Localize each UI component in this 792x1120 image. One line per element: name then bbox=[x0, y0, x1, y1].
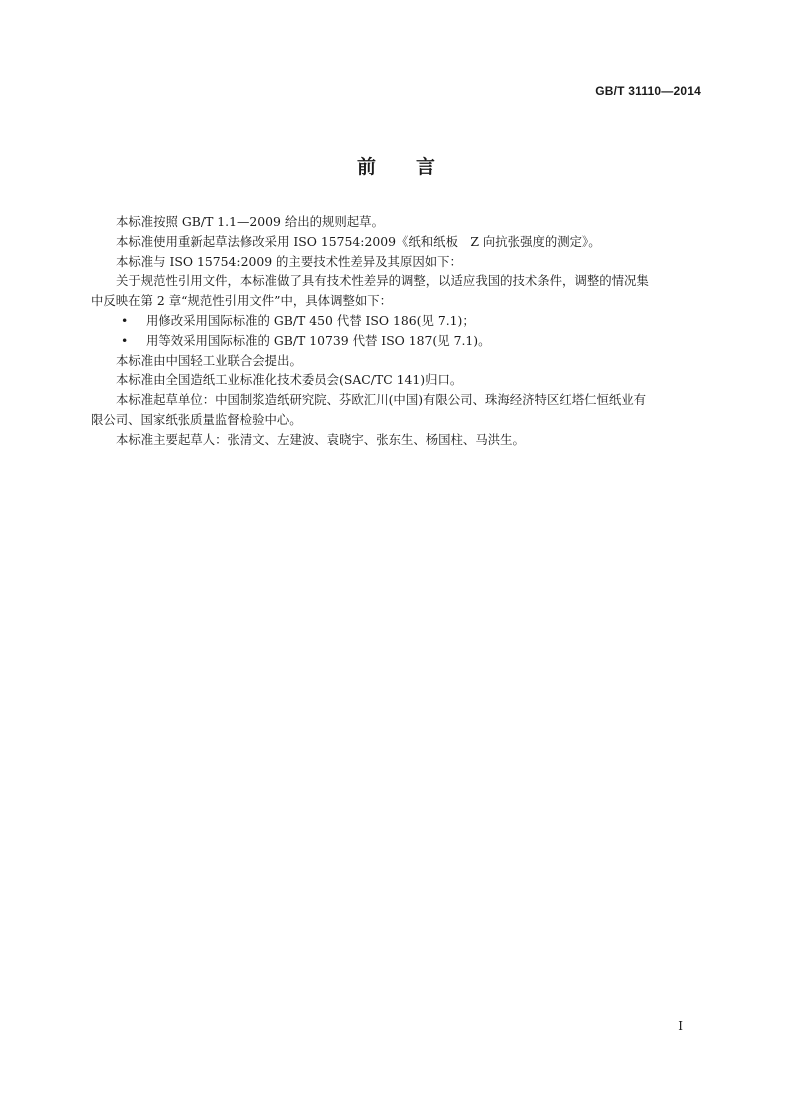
paragraph-proposer: 本标准由中国轻工业联合会提出。 bbox=[116, 352, 302, 368]
paragraph-adoption-method: 本标准使用重新起草法修改采用 ISO 15754:2009《纸和纸板 Z 向抗张强度的测定》。 bbox=[116, 233, 601, 249]
paragraph-drafting-units-line1: 本标准起草单位：中国制浆造纸研究院、芬欧汇川(中国)有限公司、珠海经济特区红塔仁恒纸业有 bbox=[116, 392, 647, 408]
bullet-icon: • bbox=[121, 332, 129, 348]
standard-number: GB/T 31110—2014 bbox=[595, 84, 701, 98]
paragraph-drafting-units-line2: 限公司、国家纸张质量监督检验中心。 bbox=[91, 411, 302, 427]
page-number: I bbox=[678, 1019, 683, 1033]
foreword-body bbox=[91, 212, 702, 450]
paragraph-technical-committee: 本标准由全国造纸工业标准化技术委员会(SAC/TC 141)归口。 bbox=[116, 372, 463, 388]
paragraph-differences-intro: 本标准与 ISO 15754:2009 的主要技术性差异及其原因如下： bbox=[116, 253, 462, 269]
paragraph-normative-references-line2: 中反映在第 2 章“规范性引用文件”中，具体调整如下： bbox=[91, 293, 393, 309]
list-item bbox=[91, 331, 702, 351]
bullet-icon: • bbox=[121, 312, 129, 328]
list-item-text: 用等效采用国际标准的 GB/T 10739 代替 ISO 187(见 7.1)。 bbox=[146, 332, 491, 348]
list-item bbox=[91, 311, 702, 331]
list-item-text: 用修改采用国际标准的 GB/T 450 代替 ISO 186(见 7.1)； bbox=[146, 312, 475, 328]
paragraph-main-drafters: 本标准主要起草人：张清文、左建波、袁晓宇、张东生、杨国柱、马洪生。 bbox=[116, 431, 525, 447]
paragraph-drafting-rules: 本标准按照 GB/T 1.1—2009 给出的规则起草。 bbox=[116, 214, 384, 229]
page-title: 前言 bbox=[356, 156, 475, 178]
paragraph-normative-references-line1: 关于规范性引用文件，本标准做了具有技术性差异的调整，以适应我国的技术条件，调整的情况集 bbox=[116, 273, 649, 289]
